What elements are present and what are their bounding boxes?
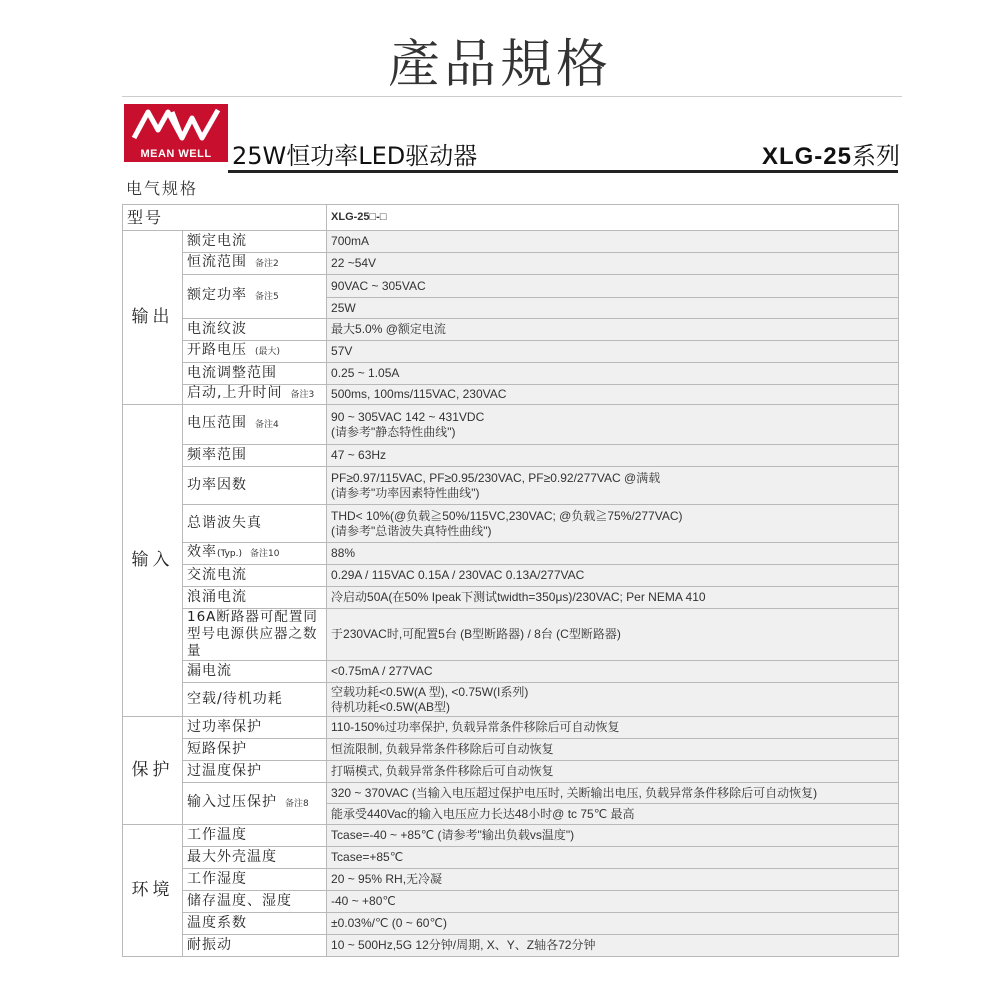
param-name: 总谐波失真 (187, 515, 262, 531)
param-value (327, 609, 899, 661)
series-name (762, 136, 900, 171)
value-line: <0.75mA / 277VAC (331, 664, 433, 678)
output-row (123, 341, 899, 363)
param-value (327, 231, 899, 253)
param-label (183, 319, 327, 341)
series-model: XLG-25 (761, 143, 852, 170)
param-value (327, 319, 899, 341)
param-value (327, 253, 899, 275)
param-value (327, 783, 899, 825)
output-row (123, 319, 899, 341)
param-name: 过功率保护 (187, 719, 262, 735)
param-note: 备注8 (285, 799, 309, 809)
protection-row (123, 783, 899, 825)
environment-group-label: 环境 (123, 825, 183, 957)
param-value (327, 661, 899, 683)
param-name: 开路电压 (187, 342, 247, 358)
param-note: 备注2 (255, 259, 279, 269)
value-line: 90 ~ 305VAC 142 ~ 431VDC (331, 409, 485, 424)
page-title: 產品規格 (387, 35, 612, 95)
value-line: 700mA (331, 234, 370, 248)
value-line: 10 ~ 500Hz,5G 12分钟/周期, X、Y、Z轴各72分钟 (331, 938, 596, 952)
param-label (183, 231, 327, 253)
table-header-row (123, 205, 899, 231)
output-row (123, 253, 899, 275)
value-line: 空载功耗<0.5W(A 型), <0.75W(I系列) (331, 684, 529, 699)
environment-row (123, 891, 899, 913)
param-name: 电流调整范围 (187, 365, 277, 381)
value-line: 320 ~ 370VAC (当输入电压超过保护电压时, 关断输出电压, 负载异常条件移除后可自动恢复) (331, 786, 818, 800)
param-label (183, 467, 327, 505)
value-line: 0.29A / 115VAC 0.15A / 230VAC 0.13A/277VAC (331, 568, 585, 582)
value-line: THD< 10%(@负载≧50%/115VC,230VAC; @负载≧75%/277VAC) (331, 508, 683, 523)
param-label (183, 587, 327, 609)
spec-table (122, 204, 899, 957)
param-value (327, 847, 899, 869)
param-name: 过温度保护 (187, 763, 262, 779)
value-line: 90VAC ~ 305VAC (331, 279, 426, 293)
value-line: -40 ~ +80℃ (331, 894, 396, 908)
value-line: (请参考"功率因素特性曲线") (331, 485, 480, 500)
value-line: PF≥0.97/115VAC, PF≥0.95/230VAC, PF≥0.92/277VAC @满载 (331, 470, 661, 485)
value-line: 冷启动50A(在50% Ipeak下测试twidth=350μs)/230VAC; Per NEMA 410 (331, 590, 706, 604)
input-row (123, 587, 899, 609)
input-row (123, 609, 899, 661)
param-name: 漏电流 (187, 663, 232, 679)
param-value (327, 869, 899, 891)
param-note: 备注10 (250, 549, 280, 559)
param-label (183, 405, 327, 445)
param-value (327, 467, 899, 505)
input-row (123, 467, 899, 505)
param-name: 恒流范围 (187, 254, 247, 270)
param-value (327, 385, 899, 405)
param-value (327, 363, 899, 385)
logo-text: MEAN WELL (140, 148, 212, 160)
input-group-label: 输入 (123, 405, 183, 717)
input-row (123, 405, 899, 445)
param-name: 启动,上升时间 (187, 385, 283, 401)
protection-row (123, 739, 899, 761)
param-label (183, 385, 327, 405)
param-name: 最大外壳温度 (187, 849, 277, 865)
input-row (123, 505, 899, 543)
param-label (183, 275, 327, 319)
param-name: 效率 (187, 544, 217, 560)
value-line: 0.25 ~ 1.05A (331, 366, 400, 380)
value-line: 能承受440Vac的输入电压应力长达48小时@ tc 75℃ 最高 (327, 803, 898, 824)
section-label: 电气规格 (126, 179, 199, 198)
param-label (183, 717, 327, 739)
param-name: 功率因数 (187, 477, 247, 493)
param-label (183, 505, 327, 543)
param-value (327, 913, 899, 935)
param-label (183, 825, 327, 847)
param-value (327, 761, 899, 783)
param-name: 输入过压保护 (187, 794, 277, 810)
param-name: 耐振动 (187, 937, 232, 953)
param-label (183, 913, 327, 935)
param-name: 额定功率 (187, 287, 247, 303)
param-value (327, 717, 899, 739)
value-line: 20 ~ 95% RH,无冷凝 (331, 872, 443, 886)
param-value (327, 683, 899, 717)
param-name: 频率范围 (187, 447, 247, 463)
param-label (183, 543, 327, 565)
environment-row (123, 913, 899, 935)
protection-row (123, 717, 899, 739)
param-value (327, 505, 899, 543)
mw-logo-mark-icon (128, 108, 224, 142)
value-line: 最大5.0% @额定电流 (331, 322, 446, 336)
param-label (183, 739, 327, 761)
output-row (123, 275, 899, 319)
output-row (123, 231, 899, 253)
param-value (327, 587, 899, 609)
value-line: (请参考"总谐波失真特性曲线") (331, 523, 492, 538)
param-name: 温度系数 (187, 915, 247, 931)
param-value (327, 935, 899, 957)
param-note: (最大) (255, 347, 281, 357)
param-name: 工作温度 (187, 827, 247, 843)
param-name: 电流纹波 (187, 321, 247, 337)
output-group-label: 输出 (123, 231, 183, 405)
input-row (123, 683, 899, 717)
param-label (183, 445, 327, 467)
param-value (327, 341, 899, 363)
value-line: 22 ~54V (331, 256, 377, 270)
param-label (183, 935, 327, 957)
value-line: 待机功耗<0.5W(AB型) (331, 699, 451, 714)
value-line: Tcase=-40 ~ +85℃ (请参考"输出负载vs温度") (331, 828, 575, 842)
value-line: 打嗝模式, 负载异常条件移除后可自动恢复 (331, 764, 554, 778)
input-row (123, 543, 899, 565)
value-line: 于230VAC时,可配置5台 (B型断路器) / 8台 (C型断路器) (331, 627, 621, 641)
header-divider (228, 170, 898, 173)
param-value (327, 825, 899, 847)
param-value (327, 445, 899, 467)
param-label (183, 253, 327, 275)
param-name: 浪涌电流 (187, 589, 247, 605)
environment-row (123, 825, 899, 847)
param-label (183, 869, 327, 891)
param-note: 备注5 (255, 292, 279, 302)
value-line: 47 ~ 63Hz (331, 448, 387, 462)
param-name: 工作湿度 (187, 871, 247, 887)
param-value (327, 543, 899, 565)
param-note: 备注4 (255, 420, 279, 430)
series-suffix: 系列 (852, 142, 900, 170)
model-value: XLG-25□-□ (327, 205, 899, 231)
product-name: 25W恒功率LED驱动器 (232, 142, 478, 170)
title-divider (122, 96, 902, 97)
param-label (183, 761, 327, 783)
model-label: 型号 (123, 205, 327, 231)
param-value (327, 739, 899, 761)
param-name: 电压范围 (187, 415, 247, 431)
param-label (183, 363, 327, 385)
param-name: 空载/待机功耗 (187, 691, 283, 707)
environment-row (123, 935, 899, 957)
param-name: 额定电流 (187, 233, 247, 249)
value-line: 25W (327, 297, 898, 318)
input-row (123, 661, 899, 683)
value-line: Tcase=+85℃ (331, 850, 404, 864)
environment-row (123, 869, 899, 891)
value-line: 88% (331, 546, 356, 560)
value-line: ±0.03%/℃ (0 ~ 60℃) (331, 916, 447, 930)
value-line: 恒流限制, 负载异常条件移除后可自动恢复 (331, 742, 554, 756)
param-label (183, 891, 327, 913)
output-row (123, 385, 899, 405)
input-row (123, 445, 899, 467)
param-value (327, 891, 899, 913)
protection-group-label: 保护 (123, 717, 183, 825)
param-value (327, 565, 899, 587)
param-label (183, 341, 327, 363)
value-line: 57V (331, 344, 353, 358)
param-label (183, 565, 327, 587)
param-value (327, 405, 899, 445)
param-label (183, 847, 327, 869)
environment-row (123, 847, 899, 869)
param-label (183, 609, 327, 661)
value-line: (请参考"静态特性曲线") (331, 424, 456, 439)
param-name: 储存温度、湿度 (187, 893, 292, 909)
mean-well-logo (124, 104, 228, 162)
param-value (327, 275, 899, 319)
param-label (183, 661, 327, 683)
param-label (183, 683, 327, 717)
output-row (123, 363, 899, 385)
param-note: 备注3 (290, 390, 315, 400)
input-row (123, 565, 899, 587)
value-line: 500ms, 100ms/115VAC, 230VAC (331, 387, 507, 401)
param-qualifier: (Typ.) (217, 549, 243, 559)
value-line: 110-150%过功率保护, 负载异常条件移除后可自动恢复 (331, 720, 620, 734)
param-name: 交流电流 (187, 567, 247, 583)
param-label (183, 783, 327, 825)
protection-row (123, 761, 899, 783)
param-name: 短路保护 (187, 741, 247, 757)
param-name: 16A断路器可配置同型号电源供应器之数量 (187, 609, 318, 659)
